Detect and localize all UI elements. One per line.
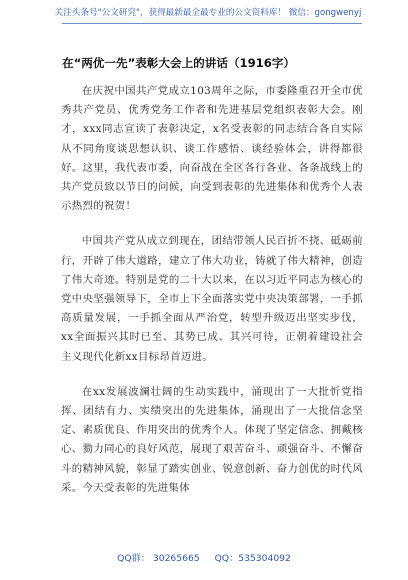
qq-number-text: QQ：535304092 (214, 553, 291, 564)
header-banner: 关注头条号"公文研究"，获得最新最全最专业的公文资料库！ 微信：gongwenyj (54, 8, 362, 18)
header-divider (62, 23, 362, 24)
document-title: 在“两优一先”表彰大会上的讲话（1916字） (62, 56, 296, 70)
qq-group-text: QQ群： 30265665 (117, 553, 200, 564)
paragraph-3: 在xx发展波澜壮阔的生动实践中，涌现出了一大批忻党指挥、团结有力、实绩突出的先进集体，涌现出了一大批信念坚定、素质优良、作用突出的优秀个人。体现了坚定信念、拥戴核心、勠力同心的良好风范，展现了艰苦奋斗、顽强奋斗、不懈奋斗的精神风貌，彰显了踏实创业、锐意创新、奋力创优的时代风采。今天受表彰的先进集体 (61, 385, 363, 494)
paragraph-2: 中国共产党从成立到现在，团结带领人民百折不挠、砥砺前行，开辟了伟大道路，建立了伟大功业，铸就了伟大精神，创造了伟大奇迹。特别是党的二十大以来，在以习近平同志为核心的党中央坚强领导下，全市上下全面落实党中央决策部署，一手抓高质量发展，一手抓全面从严治党，转型升级迈出坚实步伐，xx全面振兴其时已至、其势已成、其兴可待，正朝着建设社会主义现代化新xx目标昂首迈进。 (61, 235, 363, 363)
paragraph-1: 在庆祝中国共产党成立103周年之际，市委隆重召开全市优秀共产党员、优秀党务工作者和先进基层党组织表彰大会。刚才，xxx同志宣读了表彰决定，x名受表彰的同志结合各自实际从不同角度谈思想认识、谈工作感悟、谈经验体会，讲得都很好。这里，我代表市委，向奋战在全区各行各业、各条战线上的共产党员致以节日的问候，向受到表彰的先进集体和优秀个人表示热烈的祝贺！ (61, 85, 363, 213)
footer-contact (0, 550, 408, 564)
document-body (61, 82, 363, 498)
